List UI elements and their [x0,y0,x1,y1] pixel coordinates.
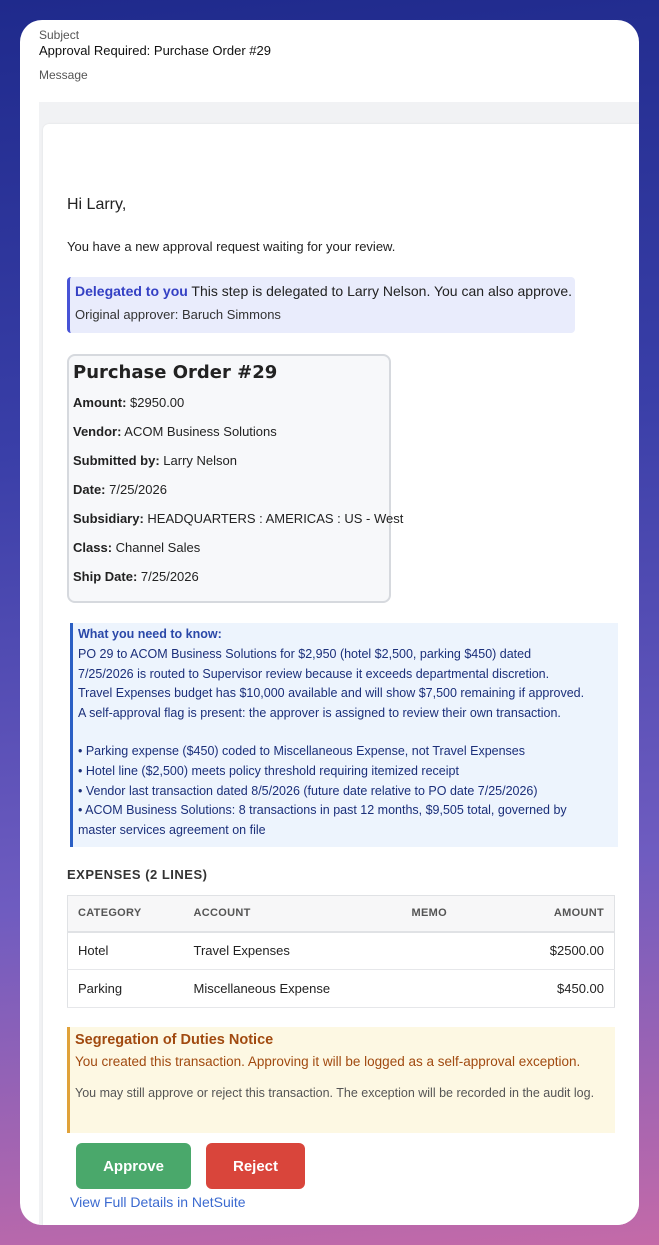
view-details-link[interactable]: View Full Details in NetSuite [70,1194,246,1210]
know-line: PO 29 to ACOM Business Solutions for $2,950 (hotel $2,500, parking $450) dated [78,647,532,661]
delegation-notice [67,277,575,333]
email-preview-card [20,20,639,1225]
know-bullet: • Vendor last transaction dated 8/5/2026 (future date relative to PO date 7/25/2026) [78,783,538,798]
col-amount: AMOUNT [482,896,615,932]
expenses-title: EXPENSES (2 LINES) [67,867,208,882]
purchase-order-card [67,354,404,603]
original-approver: Original approver: Baruch Simmons [75,307,281,322]
cell-category: Parking [68,970,184,1008]
cell-account: Miscellaneous Expense [184,970,402,1008]
subject-value: Approval Required: Purchase Order #29 [39,43,271,58]
know-line: 7/25/2026 is routed to Supervisor review because it exceeds departmental discretion. [78,666,550,681]
cell-amount: $450.00 [482,970,615,1008]
know-bullet: • Hotel line ($2,500) meets policy threshold requiring itemized receipt [78,763,459,778]
cell-category: Hotel [68,932,184,970]
cell-memo [402,970,482,1008]
subject-label: Subject [39,28,80,42]
table-row [68,932,615,970]
delegation-text: This step is delegated to Larry Nelson. You can also approve. [187,283,573,299]
po-field-ship-date: Ship Date: 7/25/2026 [73,569,199,584]
know-heading: What you need to know: [78,627,222,641]
sod-detail: You may still approve or reject this transaction. The exception will be recorded in the audit log. [75,1086,595,1100]
cell-account: Travel Expenses [184,932,402,970]
po-field-date: Date: 7/25/2026 [73,482,167,497]
what-you-need-to-know [70,623,618,847]
po-field-vendor: Vendor: ACOM Business Solutions [73,424,277,439]
sod-warning: You created this transaction. Approving it will be logged as a self-approval exception. [75,1054,581,1069]
table-row [68,970,615,1008]
message-frame [39,102,639,1225]
table-header-row [68,896,615,932]
know-bullet: • Parking expense ($450) coded to Miscellaneous Expense, not Travel Expenses [78,744,525,759]
po-field-submitted-by: Submitted by: Larry Nelson [73,453,237,468]
po-field-class: Class: Channel Sales [73,540,201,555]
expenses-table [67,895,615,1008]
sod-heading: Segregation of Duties Notice [75,1032,274,1048]
greeting: Hi Larry, [67,196,127,213]
col-memo: MEMO [402,896,482,932]
col-account: ACCOUNT [184,896,402,932]
po-field-amount: Amount: $2950.00 [73,395,185,410]
col-category: CATEGORY [68,896,184,932]
reject-button[interactable]: Reject [206,1143,305,1189]
know-bullet: • ACOM Business Solutions: 8 transactions in past 12 months, $9,505 total, governed by [78,803,567,818]
email-body [43,124,639,1225]
segregation-of-duties-notice [67,1027,615,1133]
cell-amount: $2500.00 [482,932,615,970]
know-bullet: master services agreement on file [78,822,266,837]
message-label: Message [39,68,88,82]
po-title: Purchase Order #29 [73,362,278,383]
cell-memo [402,932,482,970]
po-field-subsidiary: Subsidiary: HEADQUARTERS : AMERICAS : US - West [73,511,404,526]
approve-button[interactable]: Approve [76,1143,191,1189]
delegation-tag: Delegated to you [75,283,188,299]
intro-text: You have a new approval request waiting for your review. [67,239,396,254]
know-line: A self-approval flag is present: the approver is assigned to review their own transaction. [78,705,561,720]
know-line: Travel Expenses budget has $10,000 available and will show $7,500 remaining if approved. [78,686,585,701]
